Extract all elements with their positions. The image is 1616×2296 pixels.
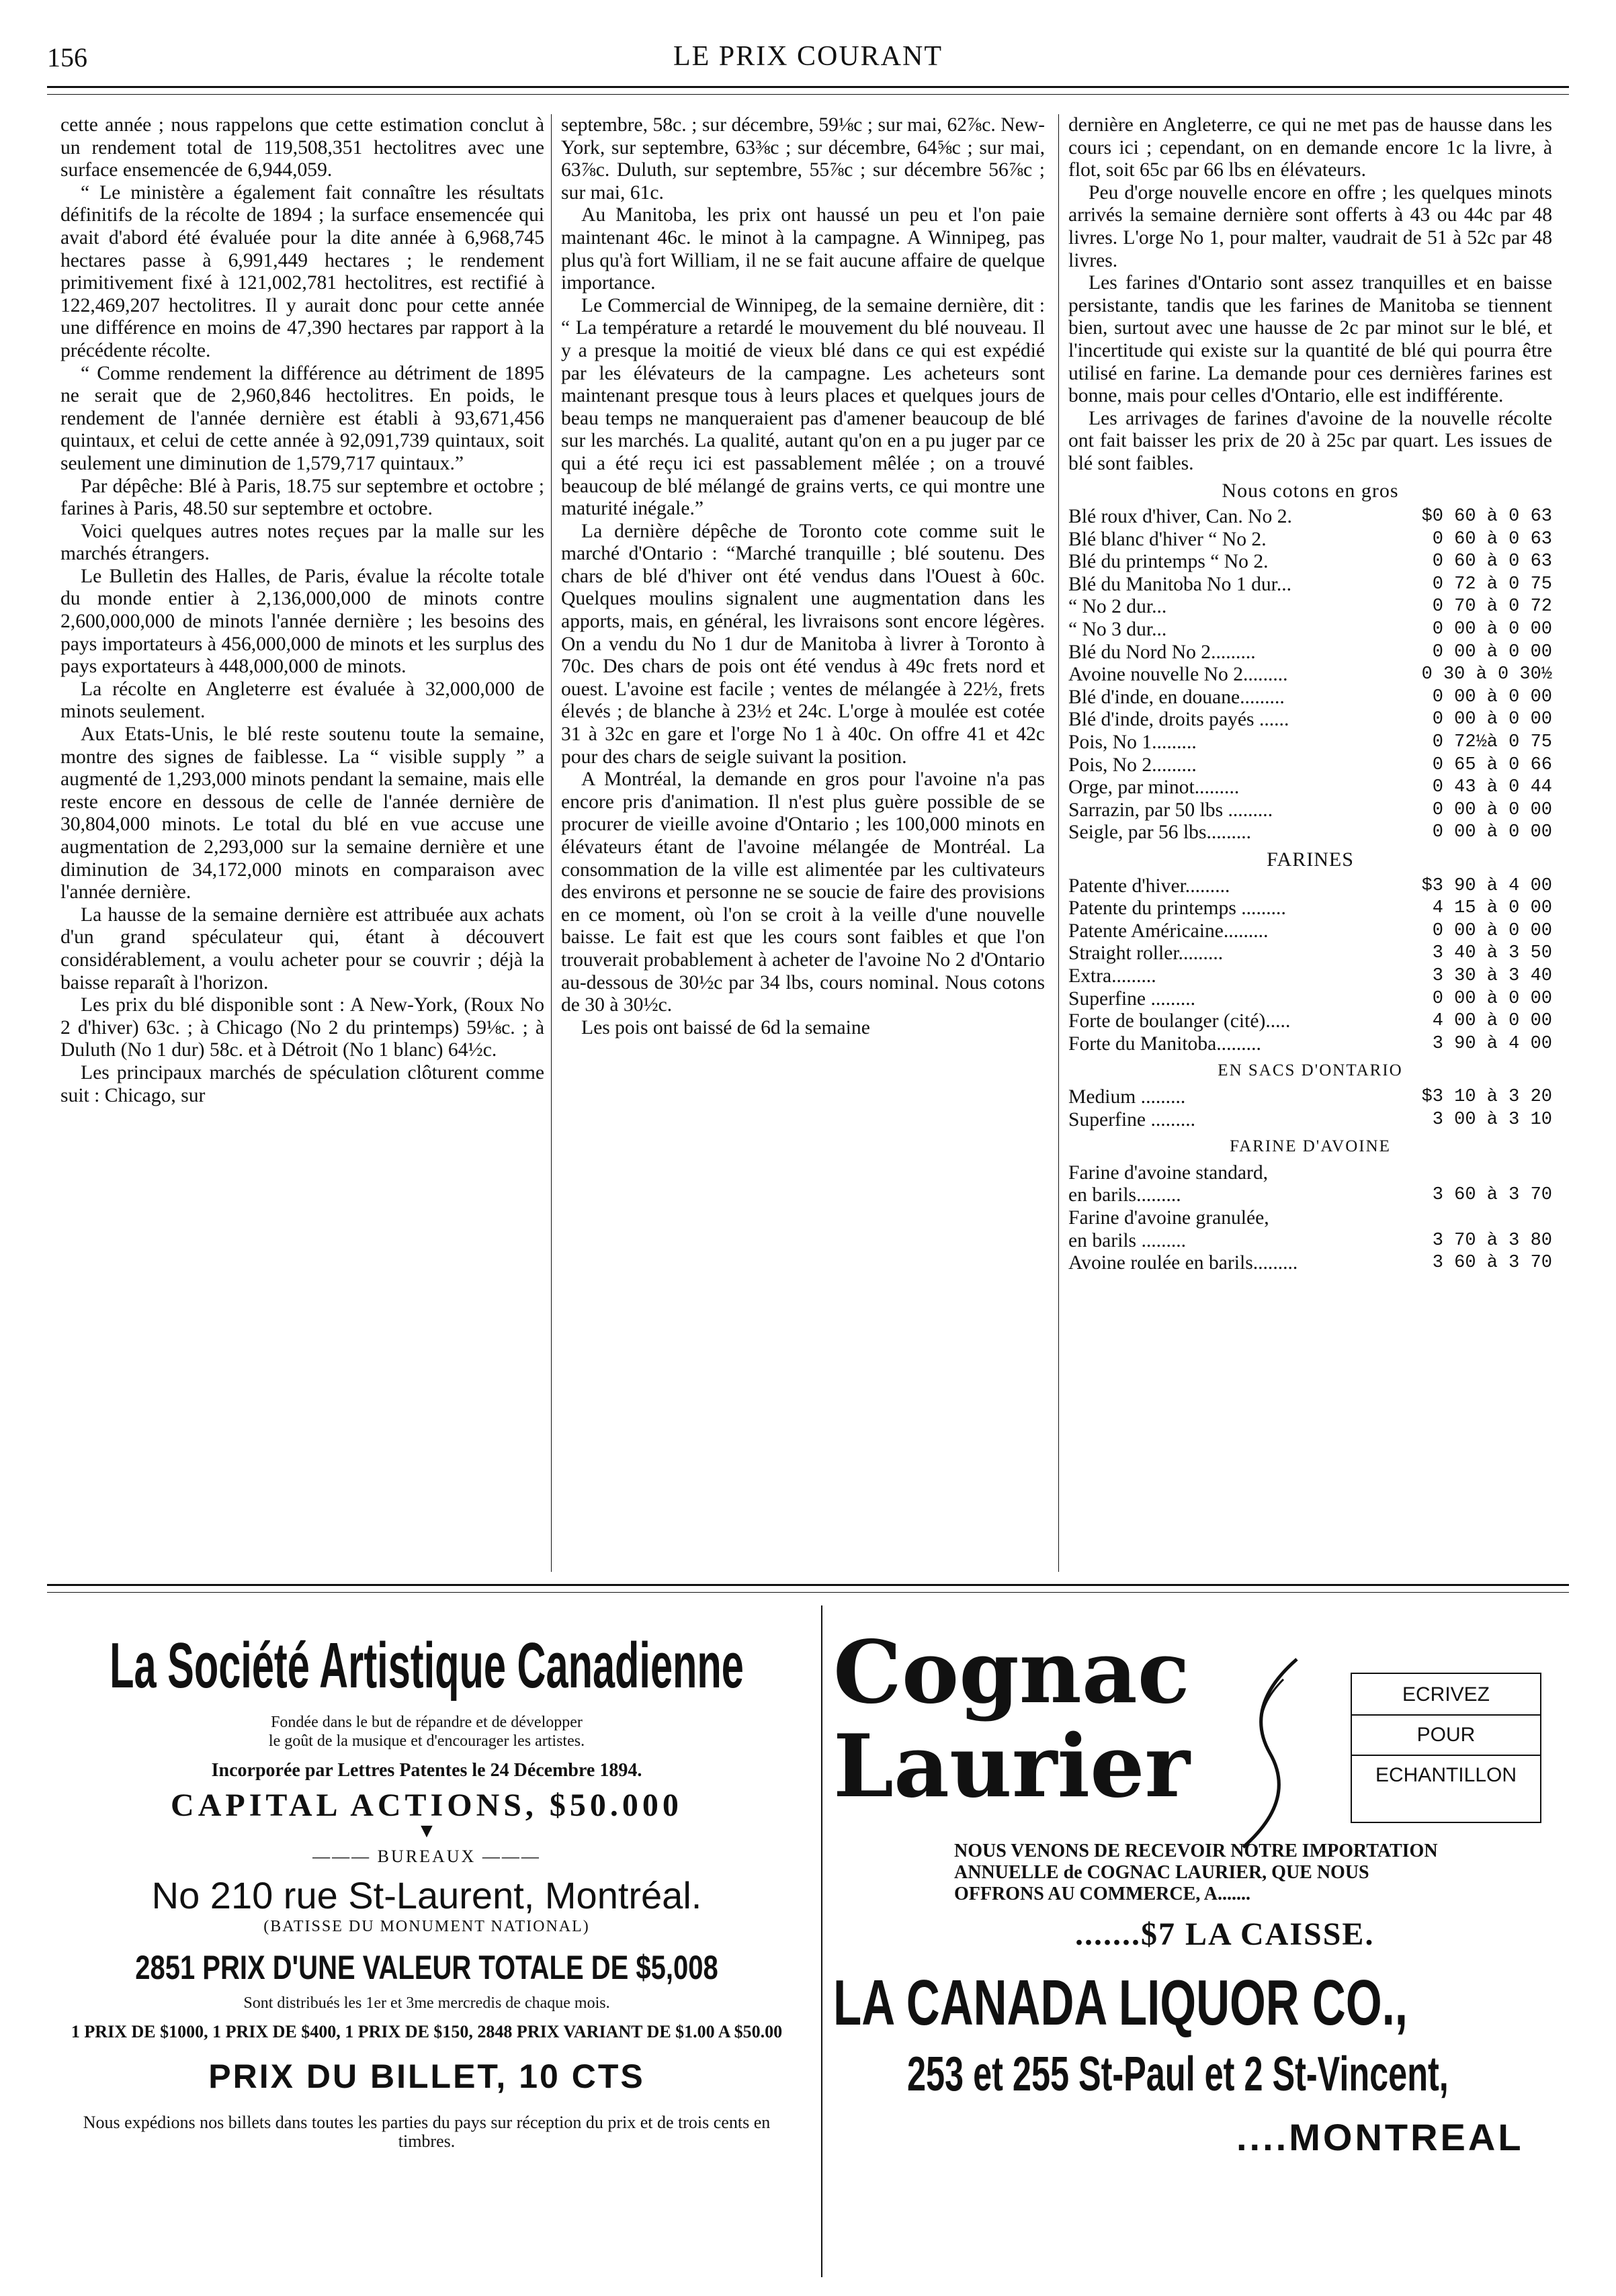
price-row [1068,920,1552,943]
paragraph: Peu d'orge nouvelle encore en offre ; les quelques minots arrivés la semaine dernière sont offerts à 43 ou 44c par 48 livres. L'orge No 1, pour malter, vaudrait de 51 à 52c par 48 livres. [1068,181,1552,271]
ad-subtitle: Fondée dans le but de répandre et de développer [271,1714,583,1731]
price-value: 0 43 à 0 44 [1432,777,1552,798]
price-row [1068,1184,1552,1207]
paragraph: dernière en Angleterre, ce qui ne met pas de hausse dans les cours ici ; cependant, on en demande encore 1c la livre, à flot, soit 65c par 66 lbs en élévateurs. [1068,114,1552,181]
price-table-farines [1068,875,1552,1056]
paragraph: Les prix du blé disponible sont : A New-York, (Roux No 2 d'hiver) 63c. ; à Chicago (No 2 du printemps) 59⅛c. ; à Duluth (No 1 dur) 58c. et à Détroit (No 1 blanc) 64½c. [60,994,544,1061]
price-row [1068,664,1552,687]
paragraph: Les arrivages de farines d'avoine de la nouvelle récolte ont fait baisser les prix de 20 à 25c par quart. Les issues de blé sont faibles. [1068,407,1552,474]
price-row [1068,1207,1552,1230]
ad-cognac-laurier [833,1622,1579,2159]
price-item: en barils ......... [1068,1229,1187,1251]
column-divider [1058,114,1059,1572]
ad-draw-dates: Sont distribués les 1er et 3me mercredis de chaque mois. [243,1994,610,2012]
price-item: Forte du Manitoba......... [1068,1032,1261,1055]
ornament-icon: ▼ [417,1820,437,1842]
price-value: 3 40 à 3 50 [1432,943,1552,964]
ad-price: .......$7 LA CAISSE. [1075,1916,1375,1952]
price-item: Pois, No 1......... [1068,732,1197,754]
column-divider [551,114,552,1572]
price-row [1068,709,1552,732]
price-item: Superfine ......... [1068,987,1196,1010]
sacs-heading: EN SACS D'ONTARIO [1218,1061,1403,1080]
price-value: 3 90 à 4 00 [1432,1033,1552,1054]
page-title: LE PRIX COURANT [673,41,943,72]
price-row [1068,1033,1552,1056]
price-item: Blé roux d'hiver, Can. No 2. [1068,506,1292,528]
ad-city: ....MONTREAL [1236,2116,1524,2158]
paragraph: “ Le ministère a également fait connaître les résultats définitifs de la récolte de 1894 ; la surface ensemencée qui avait d'abord été évaluée pour la dite année à 6,968,745 hectares passe à 6,991,449 hectares ; le rendement primitivement fixé à 121,002,781 hectolitres, est rectifié à 122,469,207 hectolitres. Il y aurait donc pour cette année une différence en moins de 47,390 hectares par rapport à la précédente récolte. [60,181,544,361]
price-row [1068,875,1552,898]
page-number: 156 [47,42,87,73]
price-value: 0 00 à 0 00 [1432,799,1552,820]
price-item: Pois, No 2......... [1068,754,1197,776]
price-item: Blé du printemps “ No 2. [1068,551,1269,573]
price-value: 0 00 à 0 00 [1432,642,1552,662]
paragraph: Les principaux marchés de spéculation clôturent comme suit : Chicago, sur [60,1061,544,1106]
price-table-sacs [1068,1086,1552,1131]
price-item: Farine d'avoine granulée, [1068,1206,1269,1229]
price-item: Forte de boulanger (cité)..... [1068,1010,1291,1032]
ad-title: La Société Artistique Canadienne [110,1630,744,1702]
ads-rule [47,1584,1569,1586]
ad-ticket-price: PRIX DU BILLET, 10 CTS [208,2058,645,2095]
price-table-grains [1068,506,1552,844]
price-value: $0 60 à 0 63 [1421,506,1552,527]
price-value: 0 30 à 0 30½ [1421,664,1552,685]
ad-address: No 210 rue St-Laurent, Montréal. [151,1874,702,1916]
price-value: 0 00 à 0 00 [1432,988,1552,1009]
ads-divider [821,1605,822,2277]
paragraph: Voici quelques autres notes reçues par la malle sur les marchés étrangers. [60,520,544,565]
avoine-heading: FARINE D'AVOINE [1230,1137,1391,1156]
paragraph: Par dépêche: Blé à Paris, 18.75 sur septembre et octobre ; farines à Paris, 48.50 sur septembre et octobre. [60,475,544,520]
paragraph: Au Manitoba, les prix ont haussé un peu et l'on paie maintenant 46c. le minot à la campagne. A Winnipeg, pas plus qu'à fort William, il ne se fait aucune affaire de quelque importance. [561,204,1045,294]
header-rule-thin [47,94,1569,95]
ad-building: (BATISSE DU MONUMENT NATIONAL) [263,1918,590,1935]
price-item: Sarrazin, par 50 lbs ......... [1068,799,1273,821]
price-item: Blé blanc d'hiver “ No 2. [1068,528,1267,550]
price-row [1068,551,1552,574]
price-value [1411,1162,1552,1185]
paragraph: Les pois ont baissé de 6d la semaine [581,1016,870,1039]
ad-societe-artistique [40,1626,813,2151]
ad-incorporation: Incorporée par Lettres Patentes le 24 Décembre 1894. [211,1760,642,1781]
price-row [1068,1162,1552,1185]
price-item: Blé du Nord No 2......... [1068,641,1256,663]
paragraph: Le Commercial de Winnipeg, de la semaine dernière, dit : “ La température a retardé le mouvement du blé nouveau. Il y a presque la moitié de vieux blé dans ce qui est expédié par les élévateurs de la campagne. Les acheteurs sont maintenant presque tous à leurs places et quelques jours de beau temps ne manqueraient pas d'amener beaucoup de blé sur les marchés. La qualité, autant qu'on en a pu juger par ce qui a été reçu ici est passablement mêlée ; on a trouvé beaucoup de blé mélangé de grains verts, ce qui montre une maturité inégale.” [561,294,1045,520]
price-value: 3 30 à 3 40 [1432,965,1552,986]
ad-company: LA CANADA LIQUOR CO., [833,1967,1408,2039]
ad-company-address: 253 et 255 St-Paul et 2 St-Vincent, [907,2047,1449,2101]
swoosh-icon [1230,1652,1310,1854]
price-row [1068,988,1552,1011]
paragraph: La récolte en Angleterre est évaluée à 32,000,000 de minots seulement. [60,678,544,723]
price-item: Medium ......... [1068,1086,1186,1108]
price-row [1068,596,1552,619]
article-column-3 [1068,114,1552,1275]
price-table-avoine [1068,1162,1552,1275]
ad-prizes: 2851 PRIX D'UNE VALEUR TOTALE DE $5,008 [135,1949,718,1986]
price-row [1068,1252,1552,1275]
ad-footer: Nous expédions nos billets dans toutes les parties du pays sur réception du prix et de trois cents en timbres. [83,2113,771,2151]
price-value: 4 00 à 0 00 [1432,1011,1552,1032]
price-row [1068,1086,1552,1109]
price-value: 3 60 à 3 70 [1432,1185,1552,1206]
ad-cognac-word: Cognac [833,1622,1190,1723]
price-value: 0 72 à 0 75 [1432,574,1552,594]
sample-box [1351,1673,1541,1823]
price-value: $3 90 à 4 00 [1421,875,1552,896]
price-row [1068,1230,1552,1253]
price-value: 0 60 à 0 63 [1432,551,1552,572]
price-item: “ No 3 dur... [1068,619,1167,641]
price-item: Farine d'avoine standard, [1068,1161,1269,1184]
price-row [1068,942,1552,965]
price-value: 3 60 à 3 70 [1432,1253,1552,1274]
price-item: Patente Américaine......... [1068,920,1269,942]
price-row [1068,574,1552,597]
price-row [1068,754,1552,777]
price-item: Avoine roulée en barils......... [1068,1252,1298,1274]
price-value: 0 00 à 0 00 [1432,687,1552,707]
price-value [1411,1207,1552,1230]
ad-laurier-word: Laurier [833,1716,1190,1817]
price-row [1068,1010,1552,1033]
price-value: 0 00 à 0 00 [1432,709,1552,730]
price-item: Blé du Manitoba No 1 dur... [1068,573,1292,595]
ad-import-text: NOUS VENONS DE RECEVOIR NOTRE IMPORTATION ANNUELLE de COGNAC LAURIER, QUE NOUS OFFRONS AU COMMERCE, A....... [954,1841,1438,1904]
ad-prize-list: 1 PRIX DE $1000, 1 PRIX DE $400, 1 PRIX DE $150, 2848 PRIX VARIANT DE $1.00 A $50.00 [71,2022,783,2041]
bureaux-label: BUREAUX [377,1847,476,1866]
paragraph: septembre, 58c. ; sur décembre, 59⅛c ; sur mai, 62⅞c. New-York, sur septembre, 63⅜c ; sur décembre, 64⅝c ; sur mai, 63⅞c. Duluth, sur septembre, 55⅞c ; sur décembre 56⅞c ; sur mai, 61c. [561,114,1045,204]
price-item: Seigle, par 56 lbs......... [1068,822,1252,844]
ad-bureaux: ——— BUREAUX ——— [312,1847,541,1866]
price-item: “ No 2 dur... [1068,596,1167,618]
price-item: Patente d'hiver......... [1068,875,1230,897]
price-value: 0 60 à 0 63 [1432,529,1552,549]
article-column-2 [561,114,1045,1039]
price-value: 0 00 à 0 00 [1432,619,1552,640]
header-rule [47,86,1569,88]
price-item: Blé d'inde, droits payés ...... [1068,709,1289,731]
ad-subtitle: le goût de la musique et d'encourager les artistes. [268,1732,585,1750]
price-item: Patente du printemps ......... [1068,897,1286,920]
price-value: $3 10 à 3 20 [1421,1086,1552,1107]
price-value: 3 70 à 3 80 [1432,1230,1552,1251]
price-item: Superfine ......... [1068,1108,1196,1131]
price-row [1068,687,1552,709]
price-row [1068,642,1552,664]
price-item: en barils......... [1068,1184,1181,1206]
price-row [1068,822,1552,844]
paragraph: “ Comme rendement la différence au détriment de 1895 ne serait que de 2,960,846 hectolitres. En poids, le rendement de l'année dernière est établi à 93,671,456 quintaux, et celui de cette année à 92,091,739 quintaux, soit seulement une diminution de 1,579,717 quintaux.” [60,362,544,474]
price-item: Avoine nouvelle No 2......... [1068,664,1288,686]
paragraph: A Montréal, la demande en gros pour l'avoine n'a pas encore pris d'animation. Il n'est plus guère possible de se procurer de vieille avoine d'Ontario ; les 100,000 minots en élévateurs étant de l'avoine mélangée de Montréal. La consommation de la ville est alimentée par les cultivateurs des environs et personne ne se soucie de faire des provisions en ce moment, où l'on se croit à la veille d'une nouvelle baisse. Le fait est que les cours sont faibles et que l'on trouverait probablement à acheter de l'avoine No 2 d'Ontario au-dessous de 30½c par 34 lbs, cours nominal. Nous cotons de 30 à 30½c. [561,768,1045,1016]
price-value: 3 00 à 3 10 [1432,1109,1552,1130]
price-item: Straight roller......... [1068,942,1224,965]
price-item: Extra......... [1068,965,1156,987]
article-column-1 [60,114,544,1107]
price-row [1068,897,1552,920]
box-line: ECRIVEZ [1402,1683,1490,1706]
price-row [1068,529,1552,551]
ads-rule-thin [47,1592,1569,1593]
price-value: 0 65 à 0 66 [1432,754,1552,775]
price-value: 0 70 à 0 72 [1432,597,1552,617]
paragraph: La dernière dépêche de Toronto cote comme suit le marché d'Ontario : “Marché tranquille ; blé soutenu. Des chars de blé d'hiver ont été vendus dans l'Ouest à 60c. Quelques moulins signalent une augmentation dans les apports, mais, en général, les livraisons sont encore légères. On a vendu du No 1 dur de Manitoba à livrer à Toronto à 70c. Des chars de pois ont été vendus à 49c frets nord et ouest. L'avoine est facile ; ventes de mélangée à 22½, frets élevés ; de blanche à 23½ et 24c. L'orge à moulée est cotée 31 à 32c en gare et l'orge No 1 à 40c. On offre 41 et 42c pour des chars de seigle suivant la position. [561,520,1045,768]
price-value: 0 72½à 0 75 [1432,732,1552,753]
box-line: ECHANTILLON [1375,1764,1517,1786]
price-row [1068,506,1552,529]
box-line: POUR [1416,1724,1476,1746]
price-item: Orge, par minot......... [1068,777,1240,799]
paragraph: cette année ; nous rappelons que cette estimation conclut à un rendement total de 119,508,351 hectolitres avec une surface ensemencée de 6,944,059. [60,114,544,181]
paragraph: Le Bulletin des Halles, de Paris, évalue la récolte totale du monde entier à 2,136,000,000 de minots contre 2,600,000,000 de minots l'année dernière ; les besoins des pays importateurs à 456,000,000 de minots et les surplus des pays exportateurs à 448,000,000 de minots. [60,565,544,678]
price-row [1068,965,1552,988]
paragraph: Les farines d'Ontario sont assez tranquilles et en baisse persistante, tandis que les farines de Manitoba se tiennent bien, surtout avec une hausse de 2c par minot sur le blé, et l'incertitude qui existe sur la quantité de blé qui pourra être utilisé en farine. La demande pour ces dernières farines est bonne, mais pour celles d'Ontario, elle est indifférente. [1068,272,1552,407]
price-item: Blé d'inde, en douane......... [1068,686,1285,708]
price-value: 0 00 à 0 00 [1432,822,1552,843]
prices-heading: Nous cotons en gros [1222,479,1399,502]
price-row [1068,732,1552,754]
price-row [1068,1109,1552,1132]
price-value: 0 00 à 0 00 [1432,920,1552,941]
price-row [1068,777,1552,799]
paragraph: La hausse de la semaine dernière est attribuée aux achats d'un grand spéculateur qui, étant à découvert considérablement, a voulu acheter pour se couvrir ; déjà la baisse reparaît à l'horizon. [60,903,544,994]
price-value: 4 15 à 0 00 [1432,898,1552,919]
price-row [1068,799,1552,822]
paragraph: Aux Etats-Unis, le blé reste soutenu toute la semaine, montre des signes de faiblesse. La “ visible supply ” a augmenté de 1,293,000 minots pendant la semaine, mais elle reste encore en dessous de celle de l'année dernière de 30,804,000 minots. Le total du blé en vue accuse une augmentation de 2,293,000 sur la semaine dernière et une diminution de 34,172,000 minots en comparaison avec l'année dernière. [60,723,544,903]
farines-heading: FARINES [1267,848,1354,871]
ad-capital: CAPITAL ACTIONS, $50.000 [171,1787,683,1823]
price-row [1068,619,1552,642]
